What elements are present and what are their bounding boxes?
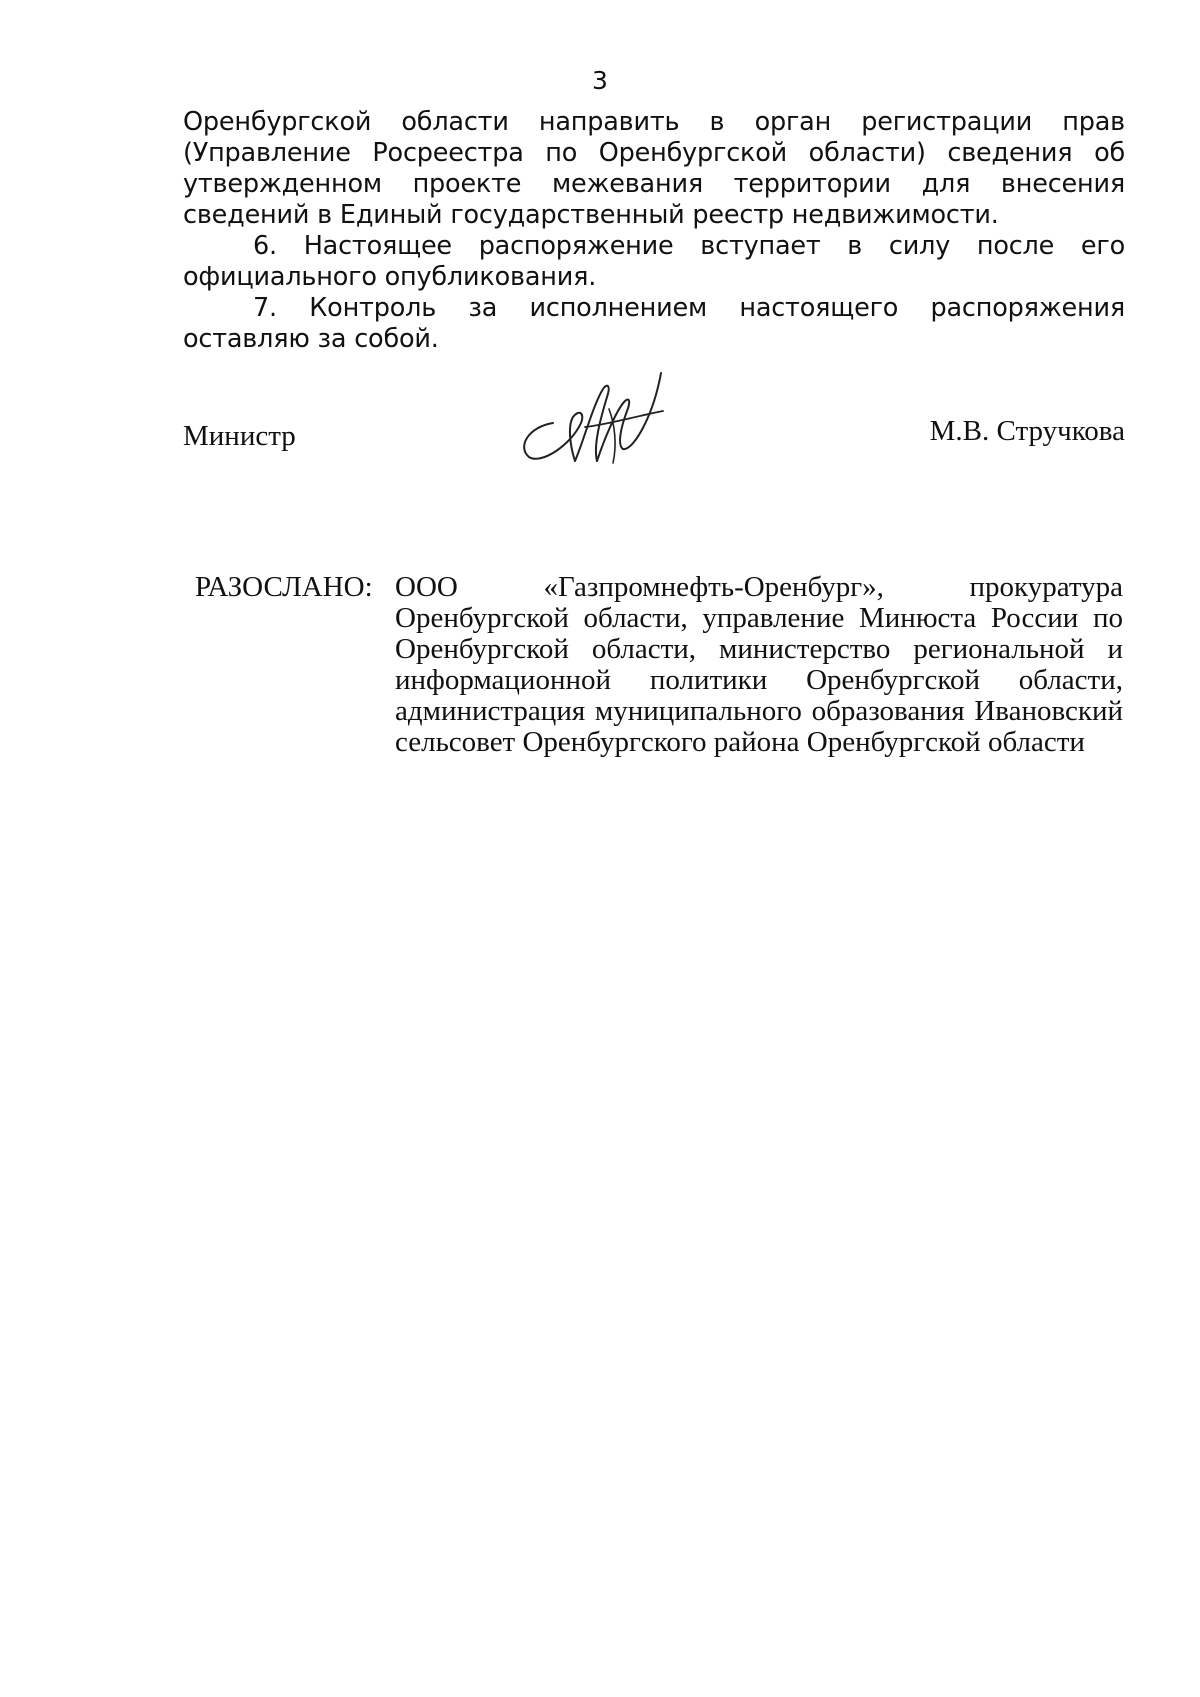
distribution-label: РАЗОСЛАНО: — [195, 571, 373, 603]
paragraph-continuation: Оренбургской области направить в орган регистрации прав (Управление Росреестра по Оренбургской области) сведения об утвержденном проекте межевания территории для внесения сведений в Единый государственный реестр недвижимости. — [183, 107, 1125, 230]
handwritten-signature — [513, 365, 683, 475]
paragraph-item-7: 7. Контроль за исполнением настоящего распоряжения оставляю за собой. — [183, 293, 1125, 354]
page-number: 3 — [592, 66, 608, 95]
signer-position: Министр — [183, 420, 296, 452]
signature-block — [183, 370, 1125, 470]
document-body — [183, 107, 1125, 355]
distribution-recipients: ООО «Газпромнефть-Оренбург», прокуратура Оренбургской области, управление Минюста России по Оренбургской области, министерство региональной и информационной политики Оренбургской области, администрация муниципального образования Ивановский сельсовет Оренбургского района Оренбургской области — [395, 571, 1123, 758]
paragraph-item-6: 6. Настоящее распоряжение вступает в силу после его официального опубликования. — [183, 231, 1125, 292]
signer-name: М.В. Стручкова — [929, 415, 1125, 447]
